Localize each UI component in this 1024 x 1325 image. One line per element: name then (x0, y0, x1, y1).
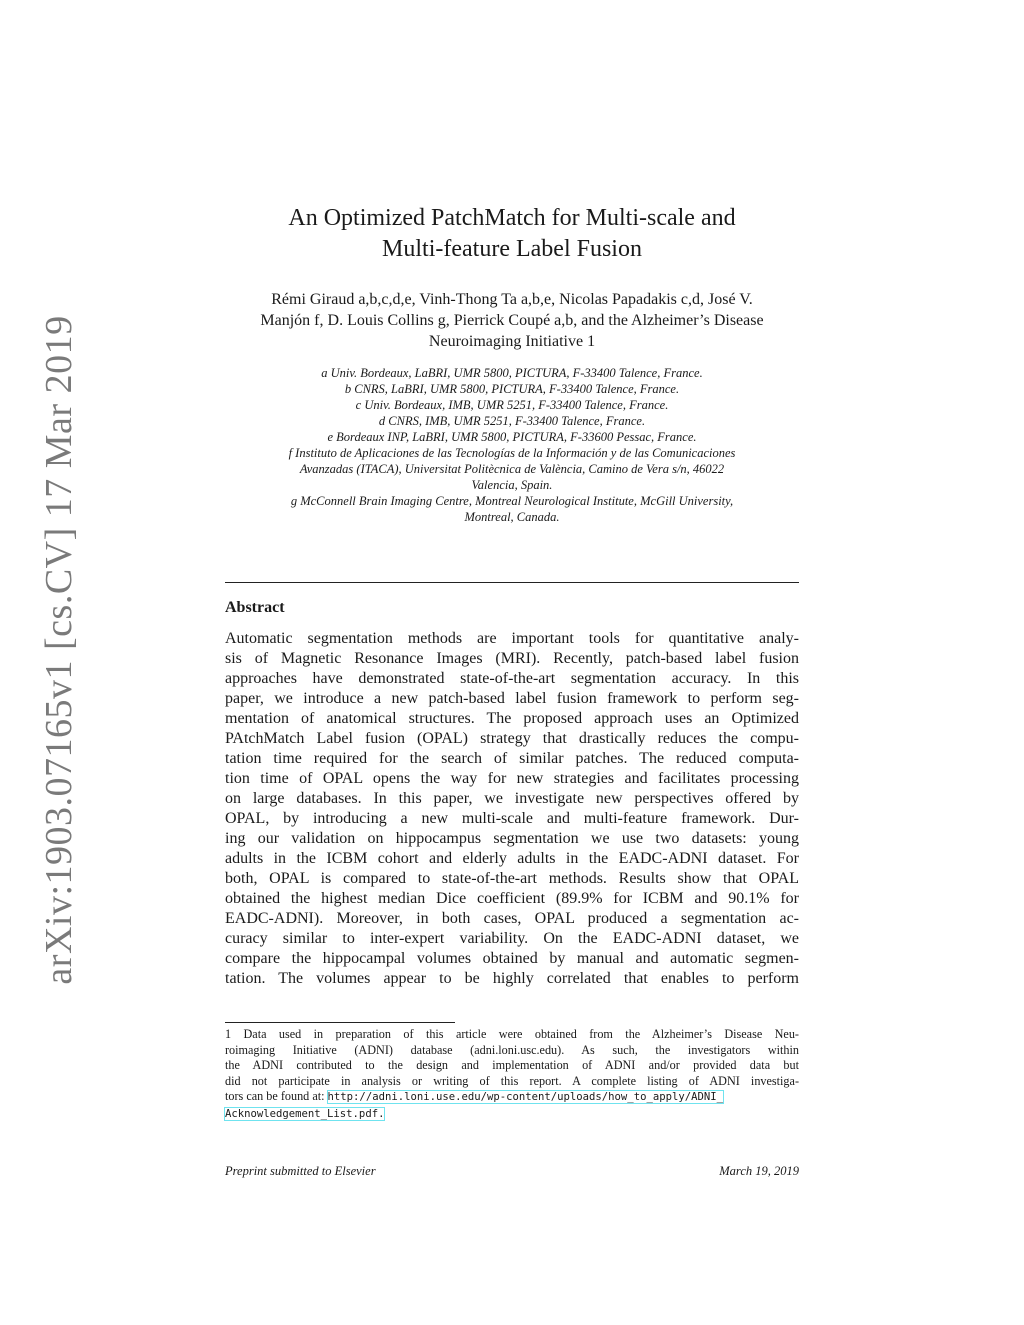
footnote-line (225, 1089, 799, 1106)
page-footer (225, 1164, 799, 1179)
adni-link-continued[interactable]: Acknowledgement_List.pdf. (225, 1107, 385, 1120)
abstract-body (225, 629, 799, 989)
abstract-line: mentation of anatomical structures. The proposed approach uses an Optimized (225, 710, 799, 727)
abstract-line: both, OPAL is compared to state-of-the-art methods. Results show that OPAL (225, 870, 799, 887)
abstract-heading: Abstract (225, 599, 285, 616)
abstract-line: curacy similar to inter-expert variability. On the EADC-ADNI dataset, we (225, 930, 799, 947)
abstract-line: tion time of OPAL opens the way for new strategies and facilitates processing (225, 770, 799, 787)
abstract-line: tation. The volumes appear to be highly correlated that enables to perform (225, 970, 799, 987)
affiliations (225, 365, 799, 525)
affiliation-line: e Bordeaux INP, LaBRI, UMR 5800, PICTURA, F-33600 Pessac, France. (327, 430, 697, 444)
abstract-top-rule (225, 582, 799, 583)
abstract-line: on large databases. In this paper, we investigate new perspectives offered by (225, 790, 799, 807)
affiliation-line: a Univ. Bordeaux, LaBRI, UMR 5800, PICTURA, F-33400 Talence, France. (321, 366, 703, 380)
author-line: Rémi Giraud a,b,c,d,e, Vinh-Thong Ta a,b,e, Nicolas Papadakis c,d, José V. (271, 291, 753, 308)
affiliation-line: Montreal, Canada. (464, 510, 560, 524)
affiliation-line: d CNRS, IMB, UMR 5251, F-33400 Talence, France. (378, 414, 646, 428)
footer-left: Preprint submitted to Elsevier (225, 1164, 376, 1178)
abstract-line: approaches have demonstrated state-of-the-art segmentation accuracy. In this (225, 670, 799, 687)
footnote-line-text: tors can be found at: (225, 1089, 325, 1103)
abstract-line: compare the hippocampal volumes obtained by manual and automatic segmen- (225, 950, 799, 967)
footer-right: March 19, 2019 (719, 1164, 799, 1178)
abstract-line: tation time required for the search of similar patches. The reduced computa- (225, 750, 799, 767)
abstract-line: PAtchMatch Label fusion (OPAL) strategy that drastically reduces the compu- (225, 730, 799, 747)
abstract-line: adults in the ICBM cohort and elderly adults in the EADC-ADNI dataset. For (225, 850, 799, 867)
abstract-line: ing our validation on hippocampus segmentation we use two datasets: young (225, 830, 799, 847)
affiliation-line: f Instituto de Aplicaciones de las Tecnologías de la Información y de las Comunicaciones (288, 446, 736, 460)
author-list (225, 289, 799, 352)
affiliation-line: c Univ. Bordeaux, IMB, UMR 5251, F-33400 Talence, France. (355, 398, 669, 412)
author-line: Neuroimaging Initiative 1 (428, 333, 596, 350)
title-line: An Optimized PatchMatch for Multi-scale and (288, 205, 736, 231)
footnote-rule (225, 1022, 455, 1023)
abstract-line: OPAL, by introducing a new multi-scale and multi-feature framework. Dur- (225, 810, 799, 827)
footnote-line: the ADNI contributed to the design and implementation of ADNI and/or provided data but (225, 1058, 799, 1072)
affiliation-line: g McConnell Brain Imaging Centre, Montreal Neurological Institute, McGill University, (290, 494, 734, 508)
footnote-line (225, 1106, 799, 1123)
paper-title (225, 203, 799, 265)
footnote (225, 1027, 799, 1122)
footnote-line: roimaging Initiative (ADNI) database (adni.loni.usc.edu). As such, the investigators within (225, 1042, 799, 1057)
abstract-line: Automatic segmentation methods are important tools for quantitative analy- (225, 630, 799, 647)
adni-link[interactable]: http://adni.loni.use.edu/wp-content/uploads/how_to_apply/ADNI_ (327, 1091, 723, 1103)
abstract-line: paper, we introduce a new patch-based label fusion framework to perform seg- (225, 690, 799, 707)
title-line: Multi-feature Label Fusion (382, 236, 642, 262)
author-line: Manjón f, D. Louis Collins g, Pierrick Coupé a,b, and the Alzheimer’s Disease (260, 312, 764, 329)
footnote-line: did not participate in analysis or writing of this report. A complete listing of ADNI investiga- (225, 1073, 799, 1088)
abstract-line: EADC-ADNI). Moreover, in both cases, OPAL produced a segmentation ac- (225, 910, 799, 927)
abstract-line: sis of Magnetic Resonance Images (MRI). Recently, patch-based label fusion (225, 650, 799, 667)
affiliation-line: b CNRS, LaBRI, UMR 5800, PICTURA, F-33400 Talence, France. (344, 382, 680, 396)
affiliation-line: Valencia, Spain. (471, 478, 553, 492)
abstract-line: obtained the highest median Dice coefficient (89.9% for ICBM and 90.1% for (225, 890, 799, 907)
footnote-line: 1 Data used in preparation of this article were obtained from the Alzheimer’s Disease Neu- (225, 1027, 799, 1041)
affiliation-line: Avanzadas (ITACA), Universitat Politècnica de València, Camino de Vera s/n, 46022 (299, 462, 725, 476)
arxiv-identifier: arXiv:1903.07165v1 [cs.CV] 17 Mar 2019 (38, 315, 80, 985)
